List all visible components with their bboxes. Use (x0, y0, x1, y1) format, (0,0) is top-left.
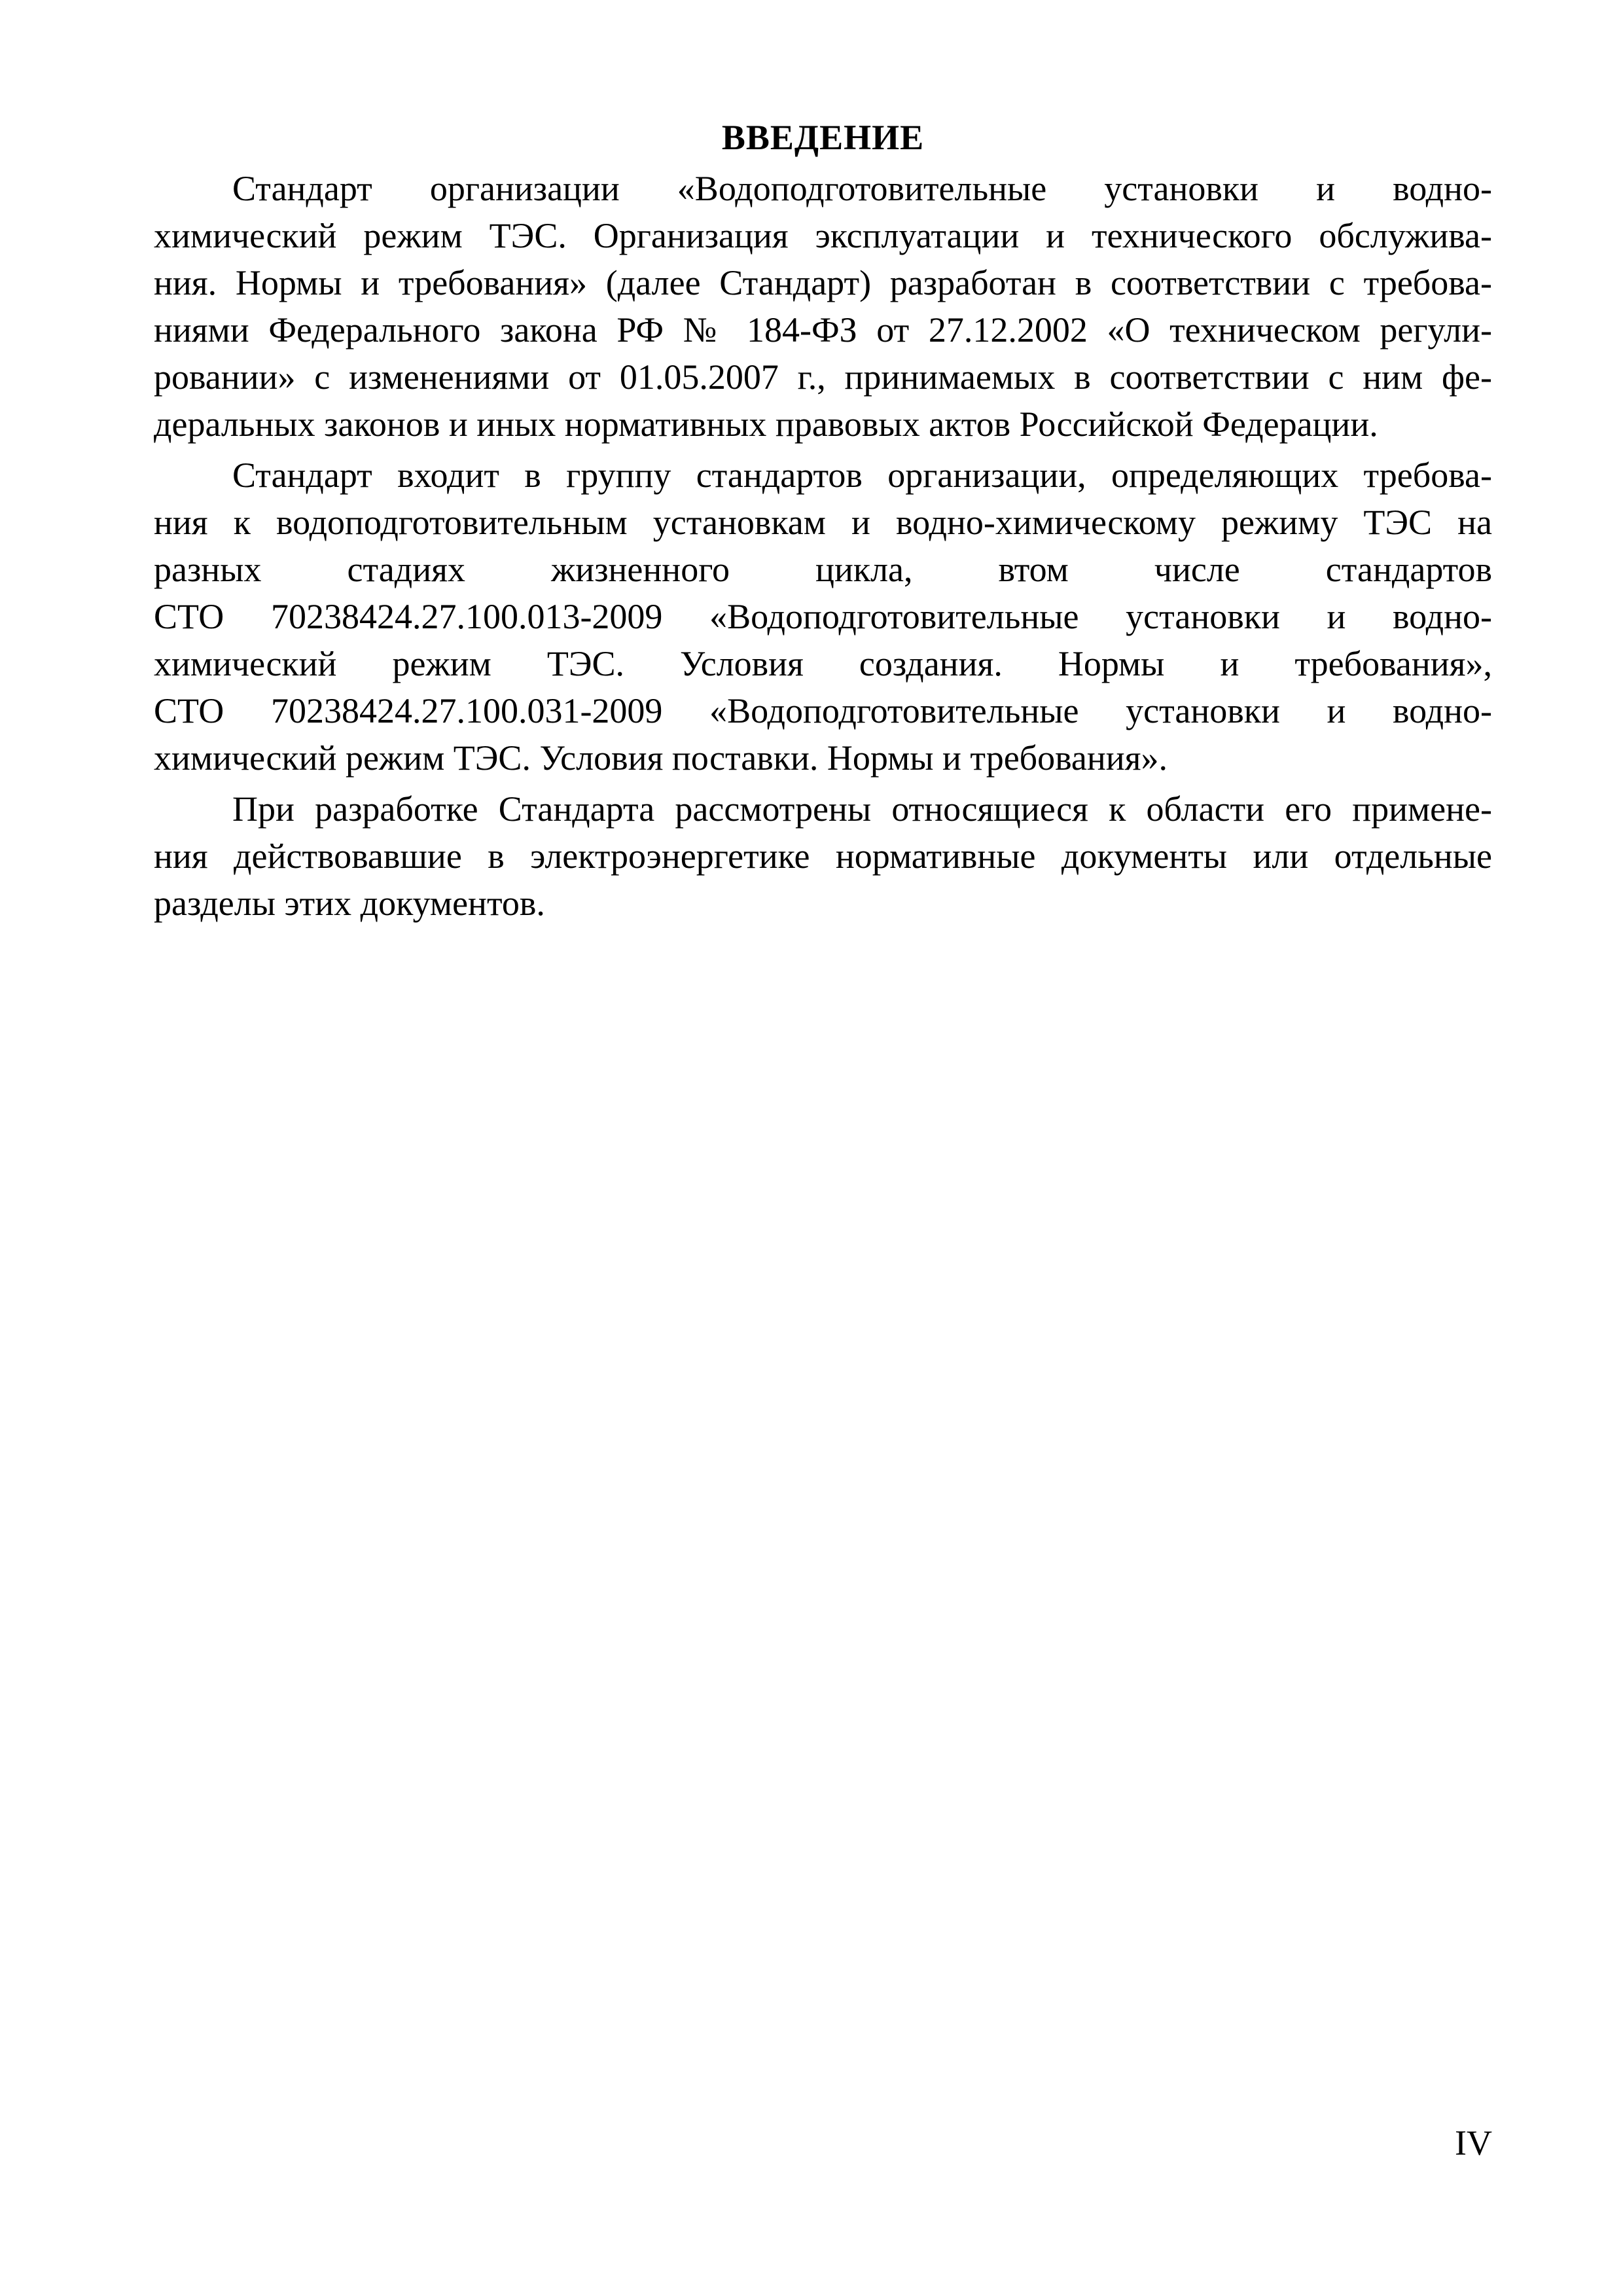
paragraph-line: деральных законов и иных нормативных правовых актов Российской Федерации. (154, 404, 1378, 444)
paragraph-line: ниями Федерального закона РФ № 184-ФЗ от 27.12.2002 «О техническом регули- (154, 310, 1492, 350)
paragraph-line: ния действовавшие в электроэнергетике нормативные документы или отдельные (154, 836, 1492, 876)
paragraph-line: СТО 70238424.27.100.031-2009 «Водоподготовительные установки и водно- (154, 691, 1492, 730)
page-number: IV (1455, 2123, 1492, 2162)
paragraph-line: При разработке Стандарта рассмотрены относящиеся к области его примене- (232, 789, 1492, 829)
paragraph-line: СТО 70238424.27.100.013-2009 «Водоподготовительные установки и водно- (154, 597, 1492, 636)
paragraph-line: химический режим ТЭС. Условия поставки. Нормы и требования». (154, 738, 1168, 778)
paragraph-line: ровании» с изменениями от 01.05.2007 г., принимаемых в соответствии с ним фе- (154, 357, 1492, 397)
paragraph-line: разделы этих документов. (154, 884, 545, 923)
paragraph-2 (154, 452, 1492, 781)
paragraph-line: ния. Нормы и требования» (далее Стандарт) разработан в соответствии с требова- (154, 263, 1492, 302)
document-body (154, 113, 1492, 931)
paragraph-1 (154, 165, 1492, 448)
paragraph-line: ния к водоподготовительным установкам и водно-химическому режиму ТЭС на (154, 503, 1492, 542)
section-title: ВВЕДЕНИЕ (721, 118, 925, 157)
paragraph-line: химический режим ТЭС. Организация эксплуатации и технического обслужива- (154, 216, 1492, 255)
paragraph-line: химический режим ТЭС. Условия создания. Нормы и требования», (154, 644, 1492, 683)
paragraph-line: Стандарт входит в группу стандартов организации, определяющих требова- (232, 456, 1492, 495)
paragraph-3 (154, 785, 1492, 927)
paragraph-line: разных стадиях жизненного цикла, втом числе стандартов (154, 550, 1492, 589)
paragraph-line: Стандарт организации «Водоподготовительные установки и водно- (232, 169, 1492, 208)
